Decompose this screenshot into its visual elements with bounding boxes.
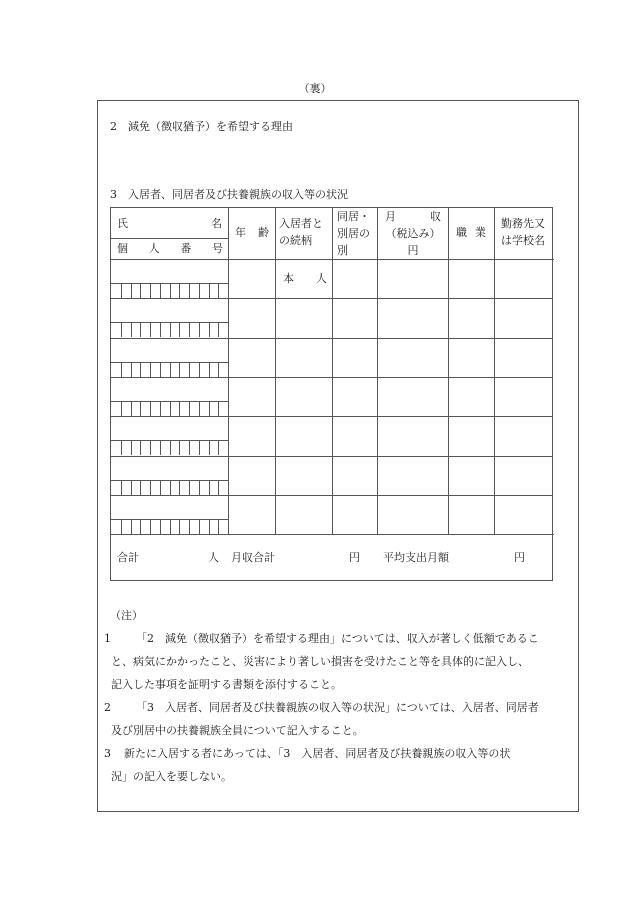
page-side-label: （裏） bbox=[298, 82, 332, 95]
personal-number-boxes[interactable] bbox=[111, 283, 228, 298]
personal-number-boxes[interactable] bbox=[111, 480, 228, 495]
name-col-left: 氏 bbox=[117, 217, 128, 230]
income-col-header: 月 収 （税込み） 円 bbox=[385, 210, 441, 257]
personal-number-boxes[interactable] bbox=[111, 322, 228, 337]
self-relation-cell: 本 人 bbox=[283, 272, 327, 285]
personal-number-boxes[interactable] bbox=[111, 519, 228, 534]
table-row bbox=[111, 338, 552, 339]
personal-number-boxes[interactable] bbox=[111, 401, 228, 416]
notes-heading: （注） bbox=[110, 609, 143, 622]
personal-number-boxes[interactable] bbox=[111, 362, 228, 377]
table-row bbox=[111, 298, 552, 299]
table-row bbox=[111, 495, 552, 496]
note-item-1: 1 「2 減免（徴収猶予）を希望する理由」については、収入が著しく低額であるこ と、病気にかかったこと、災害により著しい損害を受けたこと等を具体的に記入し、 記入した事項を証明する書類を添付すること。 bbox=[104, 632, 539, 691]
number-col-header: 個 人 番 号 bbox=[117, 242, 223, 255]
age-col-header: 年 齢 bbox=[235, 226, 269, 239]
total-income-label: 月収合計 bbox=[231, 551, 275, 564]
total-persons-label: 合計 bbox=[117, 551, 139, 564]
work-col-header: 勤務先又 は学校名 bbox=[501, 217, 545, 247]
section3-heading: 3 入居者、同居者及び扶養親族の収入等の状況 bbox=[110, 188, 348, 201]
total-income-unit: 円 bbox=[349, 551, 360, 564]
living-col-header: 同居・ 別居の 別 bbox=[337, 210, 370, 257]
income-table bbox=[110, 207, 553, 581]
relation-col-header: 入居者と の続柄 bbox=[279, 217, 323, 247]
note-item-3: 3 新たに入居する者にあっては、「3 入居者、同居者及び扶養親族の収入等の状 況」の記入を要しない。 bbox=[104, 747, 511, 783]
job-col-header: 職 業 bbox=[456, 226, 486, 239]
avg-expense-unit: 円 bbox=[514, 551, 525, 564]
avg-expense-label: 平均支出月額 bbox=[383, 551, 449, 564]
name-col-right: 名 bbox=[211, 217, 222, 230]
table-row bbox=[111, 377, 552, 378]
table-row bbox=[111, 456, 552, 457]
note-item-2: 2 「3 入居者、同居者及び扶養親族の収入等の状況」については、入居者、同居者 及び別居中の扶養親族全員について記入すること。 bbox=[104, 701, 539, 737]
section2-heading: 2 減免（徴収猶予）を希望する理由 bbox=[110, 120, 293, 133]
table-row bbox=[111, 416, 552, 417]
personal-number-boxes[interactable] bbox=[111, 440, 228, 455]
total-persons-unit: 人 bbox=[208, 551, 219, 564]
reason-textarea[interactable] bbox=[110, 140, 550, 176]
